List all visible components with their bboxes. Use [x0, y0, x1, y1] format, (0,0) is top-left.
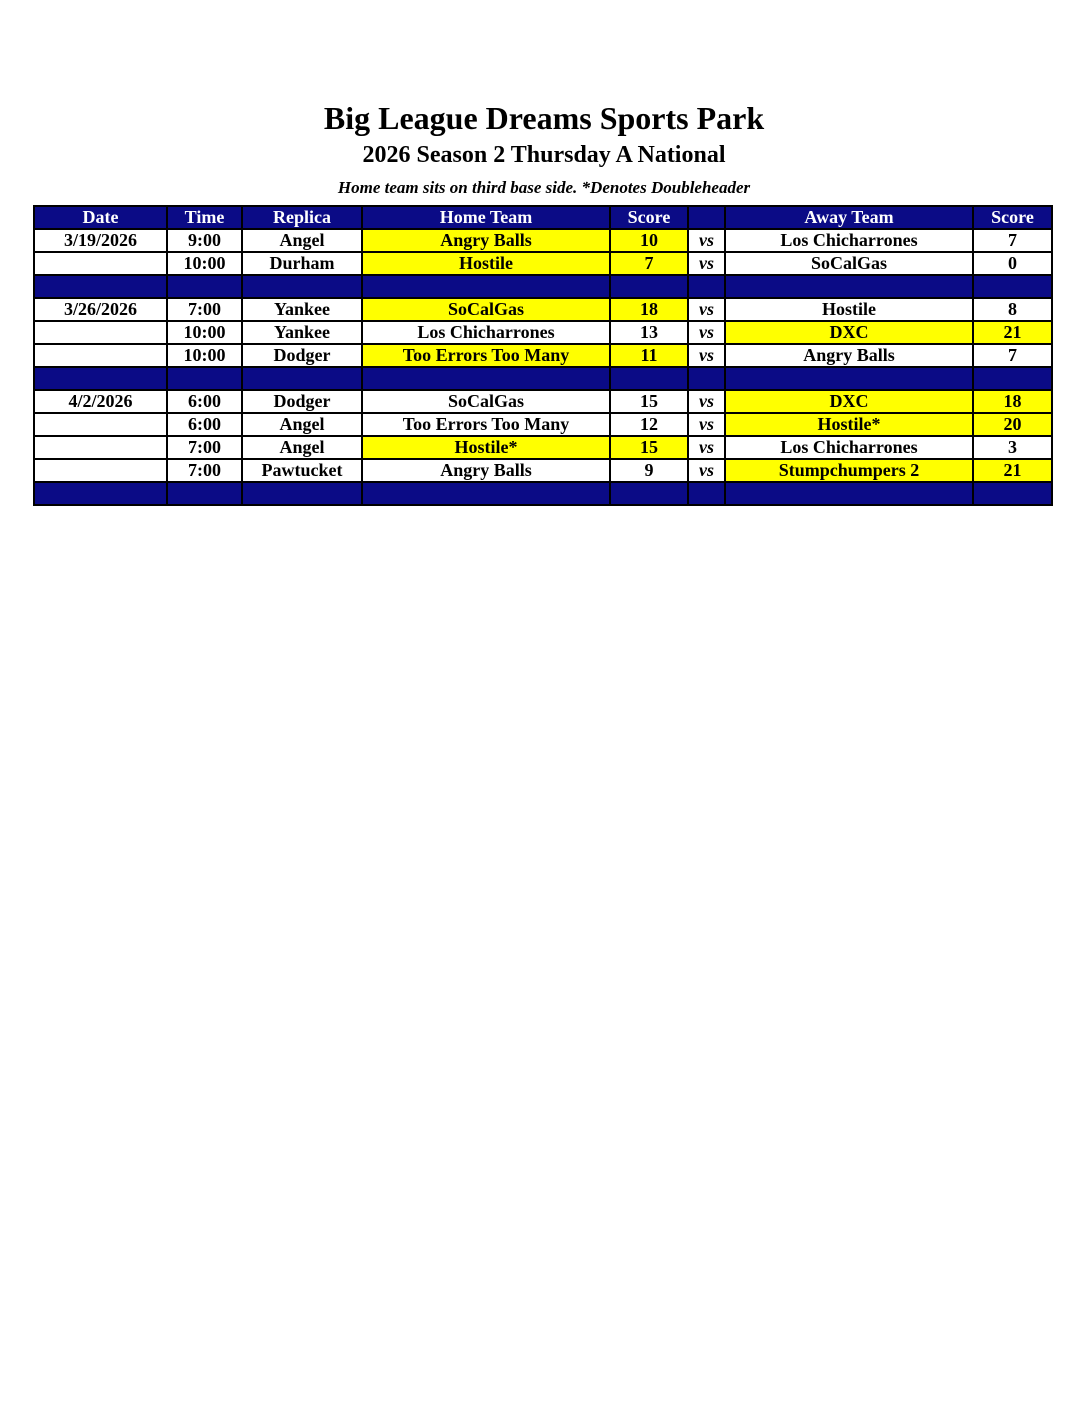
date-cell [34, 321, 167, 344]
replica-cell: Dodger [242, 390, 362, 413]
separator-cell [725, 482, 973, 505]
time-cell: 10:00 [167, 344, 242, 367]
replica-cell: Yankee [242, 298, 362, 321]
home-score-cell: 7 [610, 252, 688, 275]
date-cell [34, 344, 167, 367]
date-cell [34, 252, 167, 275]
header-row [34, 206, 1052, 229]
time-cell: 7:00 [167, 459, 242, 482]
time-cell: 6:00 [167, 413, 242, 436]
col-header-away-score: Score [973, 206, 1052, 229]
away-score-cell: 21 [973, 459, 1052, 482]
home-score-cell: 13 [610, 321, 688, 344]
replica-cell: Yankee [242, 321, 362, 344]
separator-cell [973, 367, 1052, 390]
separator-cell [242, 482, 362, 505]
separator-row [34, 482, 1052, 505]
vs-cell: vs [688, 321, 725, 344]
replica-cell: Pawtucket [242, 459, 362, 482]
replica-cell: Durham [242, 252, 362, 275]
game-row [34, 413, 1052, 436]
home-team-cell: Hostile [362, 252, 610, 275]
replica-cell: Angel [242, 413, 362, 436]
time-cell: 9:00 [167, 229, 242, 252]
separator-row [34, 367, 1052, 390]
vs-cell: vs [688, 229, 725, 252]
separator-cell [973, 482, 1052, 505]
time-cell: 10:00 [167, 321, 242, 344]
home-team-cell: Hostile* [362, 436, 610, 459]
vs-cell: vs [688, 344, 725, 367]
home-team-cell: Too Errors Too Many [362, 413, 610, 436]
away-team-cell: Los Chicharrones [725, 436, 973, 459]
vs-cell: vs [688, 413, 725, 436]
away-team-cell: Stumpchumpers 2 [725, 459, 973, 482]
col-header-home-team: Home Team [362, 206, 610, 229]
replica-cell: Dodger [242, 344, 362, 367]
game-row [34, 344, 1052, 367]
separator-cell [362, 275, 610, 298]
away-score-cell: 20 [973, 413, 1052, 436]
separator-cell [362, 482, 610, 505]
date-cell: 3/26/2026 [34, 298, 167, 321]
home-team-cell: SoCalGas [362, 298, 610, 321]
game-row [34, 436, 1052, 459]
separator-cell [34, 275, 167, 298]
page-title: Big League Dreams Sports Park [323, 100, 765, 136]
separator-cell [688, 482, 725, 505]
vs-cell: vs [688, 459, 725, 482]
separator-cell [242, 275, 362, 298]
home-score-cell: 11 [610, 344, 688, 367]
home-score-cell: 18 [610, 298, 688, 321]
away-team-cell: Angry Balls [725, 344, 973, 367]
separator-row [34, 275, 1052, 298]
separator-cell [362, 367, 610, 390]
game-row [34, 321, 1052, 344]
time-cell: 7:00 [167, 436, 242, 459]
date-cell [34, 413, 167, 436]
schedule-table [33, 205, 1053, 506]
vs-cell: vs [688, 252, 725, 275]
col-header-home-score: Score [610, 206, 688, 229]
date-cell [34, 459, 167, 482]
col-header-vs [688, 206, 725, 229]
away-score-cell: 0 [973, 252, 1052, 275]
col-header-date: Date [34, 206, 167, 229]
time-cell: 6:00 [167, 390, 242, 413]
time-cell: 7:00 [167, 298, 242, 321]
replica-cell: Angel [242, 436, 362, 459]
away-team-cell: Hostile [725, 298, 973, 321]
away-score-cell: 7 [973, 229, 1052, 252]
game-row [34, 298, 1052, 321]
away-score-cell: 18 [973, 390, 1052, 413]
game-row [34, 229, 1052, 252]
schedule-note: Home team sits on third base side. *Denotes Doubleheader [337, 178, 751, 197]
vs-cell: vs [688, 390, 725, 413]
home-score-cell: 9 [610, 459, 688, 482]
home-team-cell: Los Chicharrones [362, 321, 610, 344]
home-score-cell: 12 [610, 413, 688, 436]
game-row [34, 390, 1052, 413]
col-header-replica: Replica [242, 206, 362, 229]
separator-cell [688, 275, 725, 298]
date-cell [34, 436, 167, 459]
col-header-time: Time [167, 206, 242, 229]
separator-cell [167, 367, 242, 390]
date-cell: 4/2/2026 [34, 390, 167, 413]
home-score-cell: 15 [610, 436, 688, 459]
away-team-cell: DXC [725, 321, 973, 344]
separator-cell [610, 367, 688, 390]
vs-cell: vs [688, 436, 725, 459]
home-team-cell: Too Errors Too Many [362, 344, 610, 367]
home-score-cell: 10 [610, 229, 688, 252]
away-score-cell: 8 [973, 298, 1052, 321]
away-score-cell: 21 [973, 321, 1052, 344]
home-team-cell: Angry Balls [362, 459, 610, 482]
page-subtitle: 2026 Season 2 Thursday A National [362, 142, 726, 168]
replica-cell: Angel [242, 229, 362, 252]
separator-cell [610, 482, 688, 505]
schedule-body [34, 229, 1052, 505]
date-cell: 3/19/2026 [34, 229, 167, 252]
time-cell: 10:00 [167, 252, 242, 275]
separator-cell [725, 367, 973, 390]
home-score-cell: 15 [610, 390, 688, 413]
away-score-cell: 3 [973, 436, 1052, 459]
separator-cell [34, 482, 167, 505]
home-team-cell: SoCalGas [362, 390, 610, 413]
col-header-away-team: Away Team [725, 206, 973, 229]
vs-cell: vs [688, 298, 725, 321]
away-score-cell: 7 [973, 344, 1052, 367]
separator-cell [167, 482, 242, 505]
separator-cell [610, 275, 688, 298]
separator-cell [167, 275, 242, 298]
separator-cell [973, 275, 1052, 298]
separator-cell [725, 275, 973, 298]
game-row [34, 459, 1052, 482]
home-team-cell: Angry Balls [362, 229, 610, 252]
separator-cell [242, 367, 362, 390]
away-team-cell: Los Chicharrones [725, 229, 973, 252]
game-row [34, 252, 1052, 275]
separator-cell [688, 367, 725, 390]
separator-cell [34, 367, 167, 390]
away-team-cell: SoCalGas [725, 252, 973, 275]
away-team-cell: Hostile* [725, 413, 973, 436]
away-team-cell: DXC [725, 390, 973, 413]
